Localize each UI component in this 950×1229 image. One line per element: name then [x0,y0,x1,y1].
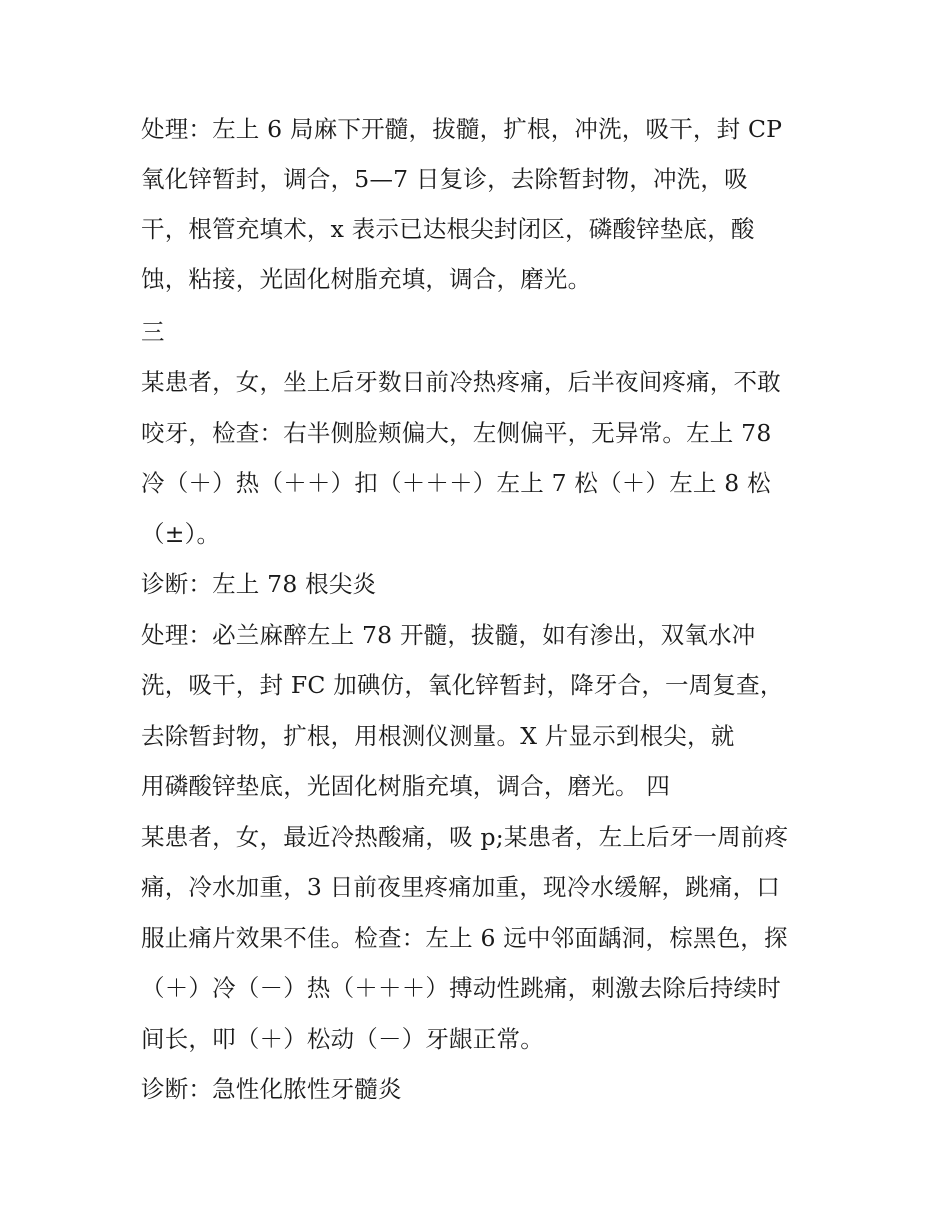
text-line: 处理：左上 6 局麻下开髓，拔髓，扩根，冲洗，吸干，封 CP [141,115,783,143]
text-line: （±）。 [141,520,221,548]
text-line: 蚀，粘接，光固化树脂充填，调合，磨光。 [141,265,592,293]
text-line: 冷（＋）热（＋＋）扣（＋＋＋）左上 7 松（＋）左上 8 松 [141,469,771,497]
text-line: 某患者，女，最近冷热酸痛，吸 p;某患者，左上后牙一周前疼 [141,823,789,851]
text-line: 用磷酸锌垫底，光固化树脂充填，调合，磨光。 四 [141,772,671,800]
section-number: 三 [141,318,165,346]
text-line: 服止痛片效果不佳。检查：左上 6 远中邻面龋洞，棕黑色，探 [141,924,788,952]
text-line: （＋）冷（－）热（＋＋＋）搏动性跳痛，刺激去除后持续时 [141,974,781,1002]
text-line: 洗，吸干，封 FC 加碘仿，氧化锌暂封，降牙合，一周复查， [141,671,784,699]
diagnosis-line: 诊断：急性化脓性牙髓炎 [141,1075,402,1103]
text-line: 干，根管充填术，x 表示已达根尖封闭区，磷酸锌垫底，酸 [141,215,755,243]
text-line: 间长，叩（＋）松动（－）牙龈正常。 [141,1025,544,1053]
text-line: 去除暂封物，扩根，用根测仪测量。X 片显示到根尖，就 [141,722,735,750]
text-line: 咬牙，检查：右半侧脸颊偏大，左侧偏平，无异常。左上 78 [141,419,772,447]
text-line: 痛，冷水加重，3 日前夜里疼痛加重，现冷水缓解，跳痛，口 [141,873,781,901]
diagnosis-line: 诊断：左上 78 根尖炎 [141,570,377,598]
text-line: 某患者，女，坐上后牙数日前冷热疼痛，后半夜间疼痛，不敢 [141,368,781,396]
text-line: 氧化锌暂封，调合，5—7 日复诊，去除暂封物，冲洗，吸 [141,165,748,193]
text-line: 处理：必兰麻醉左上 78 开髓，拔髓，如有渗出，双氧水冲 [141,621,756,649]
